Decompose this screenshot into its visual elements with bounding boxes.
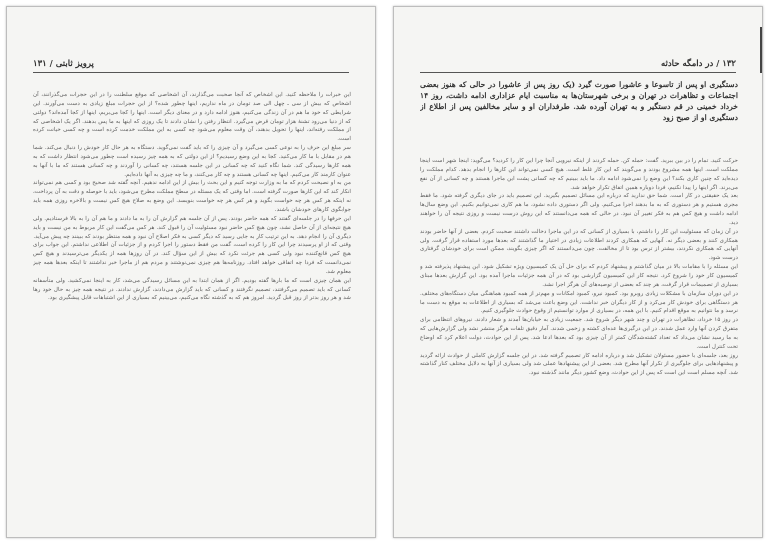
paragraph: این مسئله را با مقامات بالا در میان گذاشتم و پیشنهاد کردم که برای حل آن یک کمیسیون ویژه تشکیل شود. این پیشنهاد پذیرفته شد و کمیسیون کار خود را شروع کرد. نتیجه کار این کمیسیون گزارشی بود که در آن همه جزئیات ماجرا آمده بود. این گزارش بعدها مبنای بسیاری از تصمیمات قرار گرفت، هر چند که بعضی از توصیه‌های آن هرگز اجرا نشد. xyxy=(420,264,738,288)
left-page xyxy=(6,6,376,538)
paragraph: بعد یک حقیقتی در کار است. شما حق ندارید که درباره این مسائل تصمیم بگیرید. این تصمیم باید در جای دیگری گرفته شود. ما فقط مجری هستیم و هر دستوری که به ما بدهند اجرا می‌کنیم. ولی اگر دستوری داده نشود، ما هم کاری نمی‌توانیم بکنیم. این وضع سال‌ها ادامه داشت و هیچ کس هم به فکر تغییر آن نبود. در حالی که همه می‌دانستند که این روش درست نیست و روزی نتیجه آن را خواهند دید. xyxy=(420,193,738,226)
right-running-head: ۱۳۲ / در دامگه حادثه xyxy=(660,59,736,69)
page-gutter xyxy=(378,6,390,536)
right-page-header xyxy=(420,57,736,73)
paragraph: این همان چیزی است که ما بارها گفته بودیم. اگر از همان ابتدا به این مسائل رسیدگی می‌شد، کار به اینجا نمی‌کشید. ولی متأسفانه کسانی که باید تصمیم می‌گرفتند، تصمیم نگرفتند و کسانی که باید گزارش می‌دادند، گزارش ندادند. در نتیجه همه چیز به حال خود رها شد و هر روز بدتر از روز قبل گردید. امروز هم که به گذشته نگاه می‌کنیم، می‌بینیم که بسیاری از این اشتباهات قابل پیشگیری بود. xyxy=(33,277,351,302)
paragraph: حرکت کنید. تمام را در بین ببرید. گفت: حمله کن. حمله کردند از اینکه نیرویی آنجا چرا این کار را کردید؟ می‌گوید: اینجا شهر است اینجا مملکت است. اینها همه مشروع بودند و می‌گویند که این کار غلط است. هیچ کسی نمی‌تواند این کارها را انجام بدهد. کدام مملکت را دیده‌اید که چنین کاری بکند؟ این وضع را نمی‌شود ادامه داد. ما باید ببینیم که چه کسانی پشت این ماجرا هستند و چه کسانی از آن نفع می‌برند. اگر اینها را پیدا نکنیم، فردا دوباره همین اتفاق تکرار خواهد شد. xyxy=(420,158,738,191)
left-page-header xyxy=(33,57,349,73)
paragraph: روز بعد، جلسه‌ای با حضور مسئولان تشکیل شد و درباره ادامه کار تصمیم گرفته شد. در این جلسه گزارش کاملی از حوادث ارائه گردید و پیشنهادهایی برای جلوگیری از تکرار آنها مطرح شد. بعضی از این پیشنهادها عملی شد ولی بسیاری از آنها به دلایل مختلف کنار گذاشته شد. آنچه مسلم است این است که پس از این حوادث، وضع کشور دیگر مانند گذشته نبود. xyxy=(420,352,738,377)
left-body-text xyxy=(33,91,351,491)
paragraph: من به او نصیحت کردم که ما به وزارت توجه کنیم و این بحث را بیش از این ادامه ندهیم. آنچه گفته شد صحیح بود و کسی هم نمی‌تواند انکار کند که این کارها صورت گرفته است. اما وقتی که یک مسئله در سطح مملکت مطرح می‌شود، باید با حوصله و دقت به آن پرداخت، نه اینکه هر کس هر چه خواست بگوید و هر کس هر چه خواست بنویسد. این وضع به صلاح هیچ کس نیست و بالاخره روزی همه باید جوابگوی کارهای خودشان باشند. xyxy=(33,180,351,213)
left-running-head: پرویز ثابتی / ۱۳۱ xyxy=(33,59,94,69)
right-header-rule xyxy=(420,72,736,73)
paragraph: این حرفها را در جلسه‌ای گفتند که همه حاضر بودند. پس از آن جلسه هم گزارش آن را به ما دادند و ما هم آن را به بالا فرستادیم. ولی هیچ نتیجه‌ای از آن حاصل نشد، چون هیچ کس حاضر نبود مسئولیت آن را قبول کند. هر کس می‌گفت این کار مربوط به من نیست و باید دیگری آن را انجام دهد. به این ترتیب کار به جایی رسید که دیگر کسی به فکر اصلاح آن نبود و همه منتظر بودند که ببینند چه پیش می‌آید. xyxy=(33,215,351,240)
right-body-text xyxy=(420,157,738,529)
paragraph: سر مبلغ این حرف را به نوعی کسی می‌گیرد و آن چیزی را که باید گفت نمی‌گوید. دستگاه به هر حال کار خودش را دنبال می‌کند. شما هم در مقابل با ما کار می‌کنید. کجا به این وضع رسیدیم؟ از این دولتی که به همه چیز رسیده است چطور می‌شود انتظار داشت که به همه کارها رسیدگی کند. شما نگاه کنید که چه کسانی در این جلسه هستند، چه کسانی را آوردند و چه کسانی هستند که ما با آنها به عنوان کارمند کار می‌کنیم. اینها چه کسانی هستند و چه کار می‌کنند، و ما چه چیزی به آنها داده‌ایم. xyxy=(33,145,351,178)
margin-bar xyxy=(760,27,762,73)
lead-paragraph: دستگیری او پس از تاسوعا و عاشورا صورت گیرد (یک روز پس از عاشورا در حالی که هنوز بعضی اجتماعات و تظاهرات در تهران و برخی شهرستان‌ها به مناسبت ایام عزاداری ادامه داشت، روز ۱۴ خرداد خمینی در قم دستگیر و به تهران آورده شد. طرفداران او و سایر مخالفین پس از اطلاع از دستگیری او از صبح زود xyxy=(420,80,738,122)
paragraph: در روز ۱۵ خرداد، تظاهرات در تهران و چند شهر دیگر شروع شد. جمعیت زیادی به خیابان‌ها آمدند و شعار دادند. نیروهای انتظامی برای متفرق کردن آنها وارد عمل شدند. در این درگیری‌ها عده‌ای کشته و زخمی شدند. آمار دقیق تلفات هرگز منتشر نشد ولی گزارش‌هایی که به ما رسید نشان می‌داد که تعداد کشته‌شدگان کمتر از آن چیزی بود که بعدها ادعا شد. پس از این حوادث، دولت اعلام کرد که اوضاع تحت کنترل است. xyxy=(420,317,738,350)
paragraph: در این دوران سازمان با مشکلات زیادی روبرو بود. کمبود نیرو، کمبود امکانات و مهم‌تر از همه کمبود هماهنگی میان دستگاه‌های مختلف. هر دستگاهی برای خودش کار می‌کرد و از کار دیگران خبر نداشت. این وضع باعث می‌شد که بسیاری از اطلاعات به موقع به دست ما نرسد و ما نتوانیم به موقع اقدام کنیم. با این همه، در بسیاری از موارد توانستیم از وقوع حوادث جلوگیری کنیم. xyxy=(420,290,738,315)
left-header-rule xyxy=(33,72,349,73)
paragraph: در آن زمان که مسئولیت این کار را داشتم، با بسیاری از کسانی که در این ماجرا دخالت داشتند صحبت کردم. بعضی از آنها حاضر بودند همکاری کنند و بعضی دیگر نه. آنهایی که همکاری کردند اطلاعات زیادی در اختیار ما گذاشتند که بعدها مورد استفاده قرار گرفت. ولی آنهایی که همکاری نکردند، بیشتر از ترس بود تا از مخالفت. چون می‌دانستند که اگر چیزی بگویند، ممکن است برای خودشان گرفتاری درست شود. xyxy=(420,228,738,262)
right-page xyxy=(393,6,763,538)
paragraph: وقتی که از او پرسیدند چرا این کار را کرده است، گفت من فقط دستور را اجرا کردم و از جزئیات آن اطلاعی نداشتم. این جواب برای هیچ کس قانع‌کننده نبود ولی کسی هم جرئت نکرد که بیش از این سؤال کند. در آن روزها همه از یکدیگر می‌ترسیدند و هیچ کس نمی‌دانست که فردا چه اتفاقی خواهد افتاد. روزنامه‌ها هم چیزی نمی‌نوشتند و مردم هم از ماجرا خبر نداشتند تا اینکه بعدها همه چیز معلوم شد. xyxy=(33,242,351,275)
paragraph: این خبرات را ملاحظه کنید. این اشخاص که آنجا صحبت می‌گذارند، آن اشخاصی که موقع سلطنت را در این حجرات می‌گذرانند، آن اشخاص که بیش از سی ـ چهل الی صد تومان در ماه نداریم، اینها چطور شده؟ از این حجرات مبلغ زیادی به دست می‌آورند. این شرایطی که خود ما هم در آن زندگی می‌کنیم، هنوز ادامه دارد و در معنای دیگر است. اینها را کجا می‌بریم، اینها از کجا آمده‌اند؟ دولتی که از دنیا می‌رود تشنهٔ هزار تومان قرض می‌گیرد. انتظار رفتن را نشان دادند تا یک روزی که اینها به ما پس بدهند. اگر یک اشخاصی که از مملکت رفته‌اند، اینها را تحویل بدهند، آن وقت معلوم می‌شود چه کسی به این مملکت خدمت کرده است و چه کسی خیانت کرده است. xyxy=(33,92,351,143)
